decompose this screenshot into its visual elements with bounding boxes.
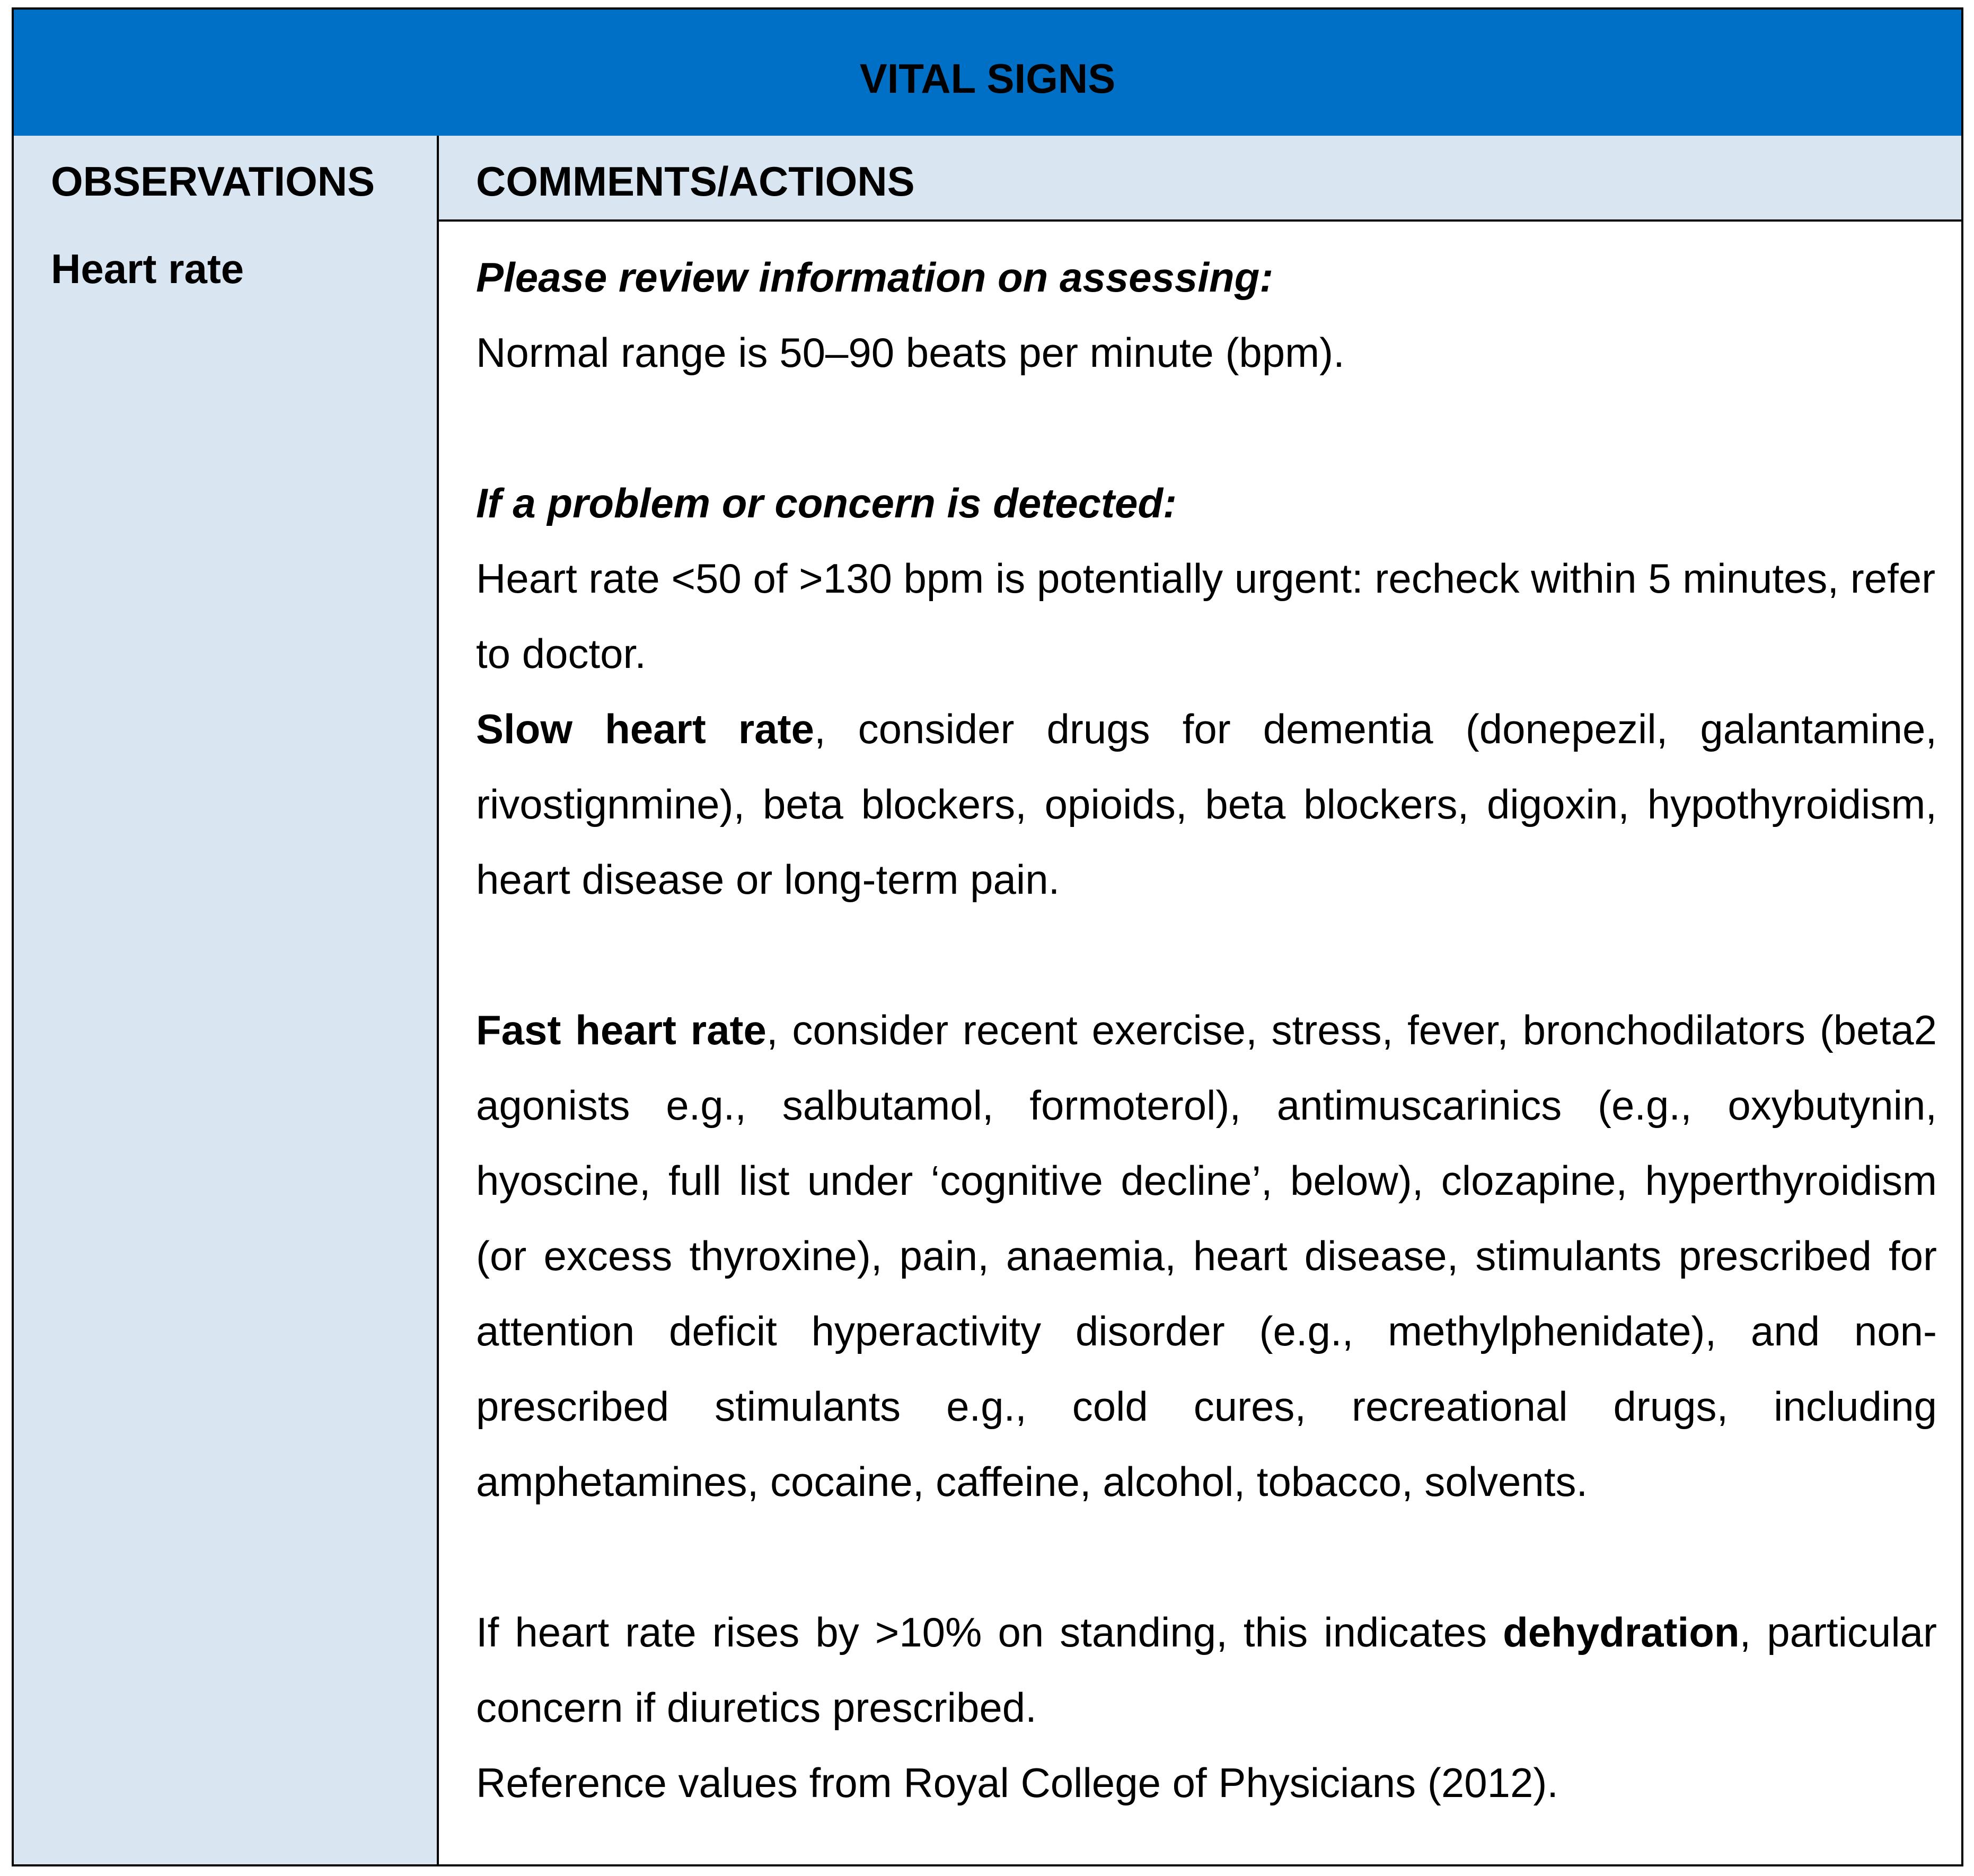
fast-heart-rate-text: , consider recent exercise, stress, fever, bronchodilators (beta2 agonists e.g., salbutamol, formoterol), antimuscarinics (e.g., oxybutynin, hyoscine, full list under ‘cognitive decline’, below), clozapine, hyperthyroidism (or excess thyroxine), pain, anaemia, heart disease, stimulants prescribed for attention deficit hyperactivity disorder (e.g., methylphenidate), and non-prescribed stimulants e.g., cold cures, recreational drugs, including amphetamines, cocaine, caffeine, alcohol, tobacco, solvents. (476, 1007, 1937, 1505)
dehydration-pre-text: If heart rate rises by >10% on standing, this indicates (476, 1609, 1503, 1655)
column-header-row (14, 136, 1961, 222)
spacer (476, 390, 1937, 465)
header-observations: OBSERVATIONS (14, 136, 439, 219)
spacer (476, 1519, 1937, 1595)
dehydration-post-text: , particular concern if diuretics prescribed. (476, 1609, 1937, 1731)
table-title-row (14, 10, 1961, 138)
table-title: VITAL SIGNS (859, 55, 1116, 102)
observation-cell: Heart rate (14, 219, 439, 1864)
dehydration-paragraph (476, 1595, 1937, 1745)
slow-heart-rate-label: Slow heart rate (476, 706, 814, 752)
slow-heart-rate-paragraph (476, 691, 1937, 917)
urgent-text: Heart rate <50 of >130 bpm is potentially urgent: recheck within 5 minutes, refer to doctor. (476, 555, 1936, 677)
vital-signs-table (12, 7, 1963, 1866)
slow-heart-rate-text: , consider drugs for dementia (donepezil, galantamine, rivostignmine), beta blockers, opioids, beta blockers, digoxin, hypothyroidism, heart disease or long-term pain. (476, 706, 1937, 903)
table-row (14, 219, 1961, 1864)
normal-range-text: Normal range is 50–90 beats per minute (bpm). (476, 329, 1345, 376)
fast-heart-rate-label: Fast heart rate (476, 1007, 766, 1053)
review-heading: Please review information on assessing: (476, 254, 1274, 301)
header-comments-actions: COMMENTS/ACTIONS (476, 157, 915, 205)
spacer (476, 917, 1937, 992)
comments-cell (439, 219, 1961, 1864)
reference-text: Reference values from Royal College of Physicians (2012). (476, 1759, 1558, 1806)
dehydration-label: dehydration (1503, 1609, 1740, 1655)
fast-heart-rate-paragraph (476, 992, 1937, 1519)
concern-heading: If a problem or concern is detected: (476, 480, 1177, 526)
